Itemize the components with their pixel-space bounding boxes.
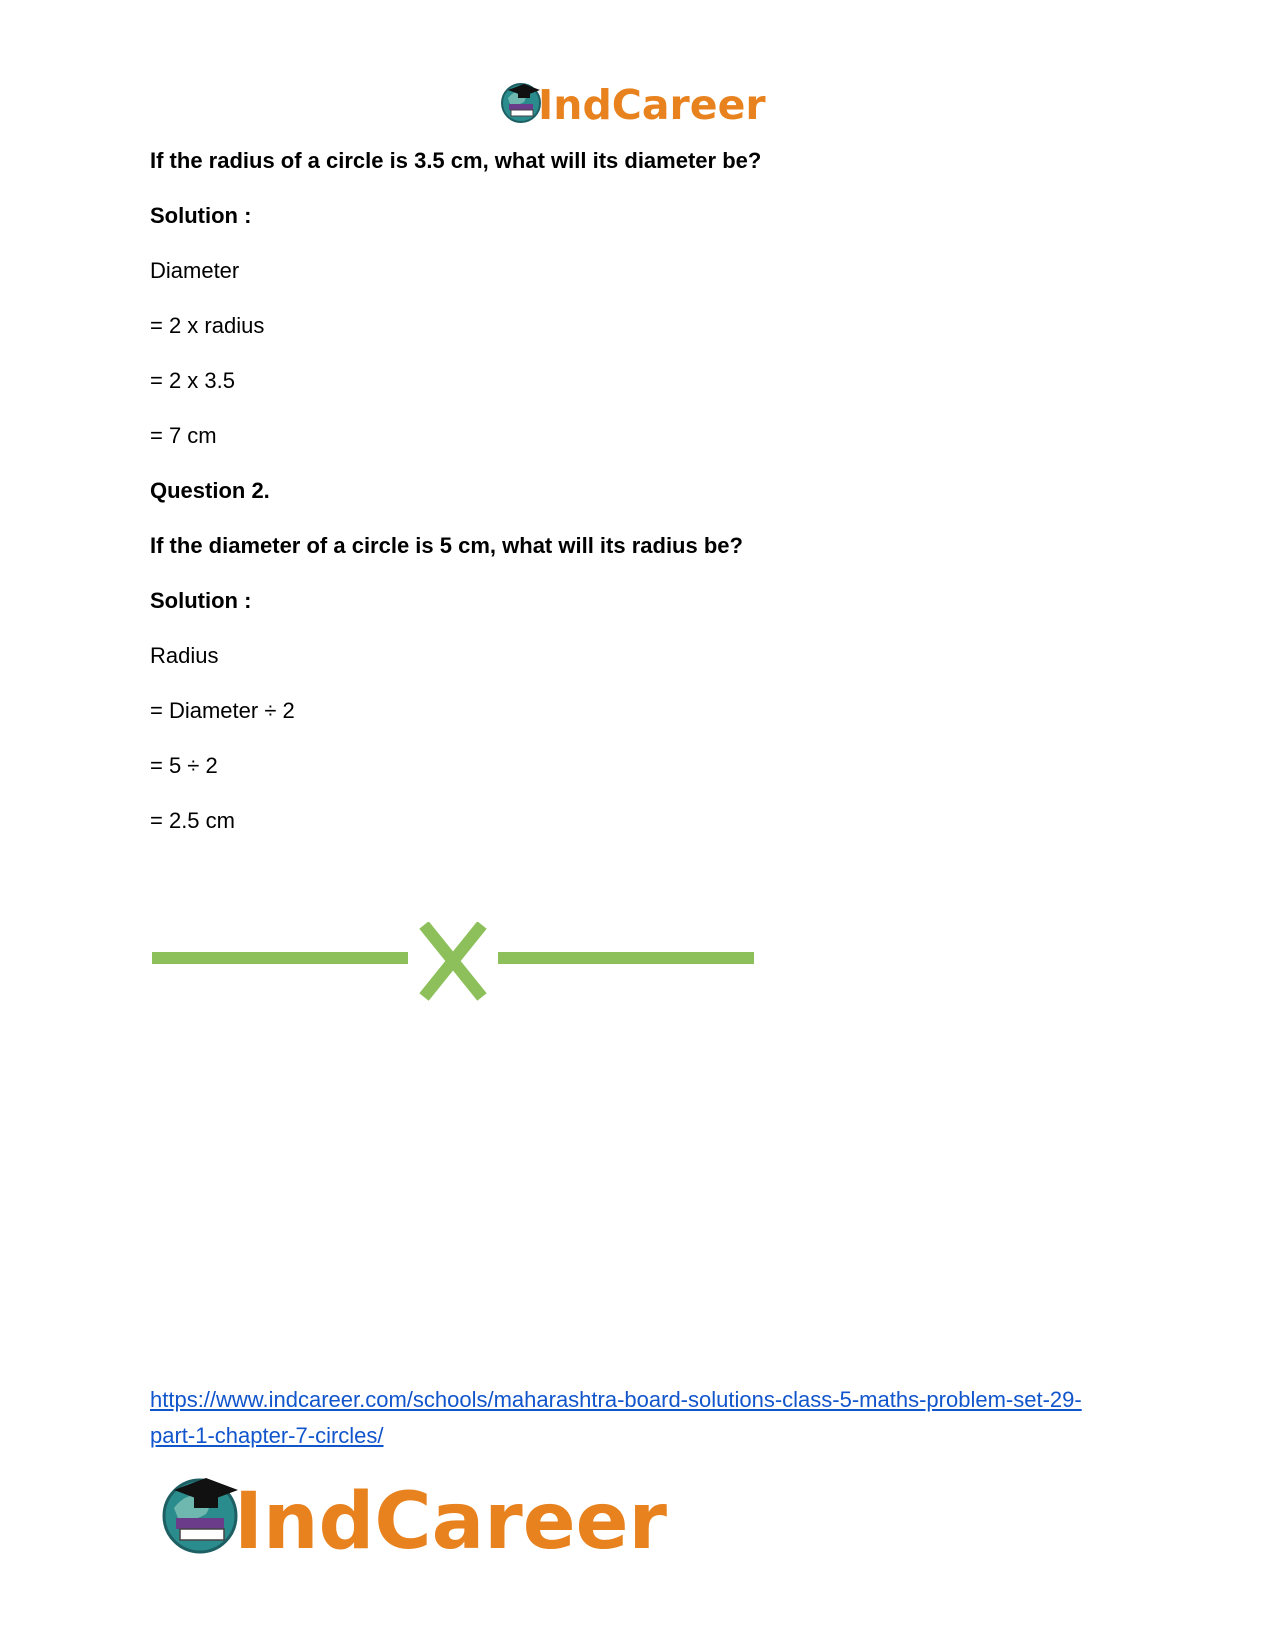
- footer-logo: [160, 1468, 700, 1560]
- solution-2-step: = Diameter ÷ 2: [150, 698, 295, 723]
- green-x-divider-icon: [150, 922, 756, 1002]
- globe-graduation-cap-books-icon: [502, 84, 540, 122]
- globe-graduation-cap-books-icon: [164, 1478, 238, 1552]
- solution-1-step: Diameter: [150, 258, 240, 283]
- question-2-text: If the diameter of a circle is 5 cm, what will its radius be?: [150, 533, 743, 558]
- solution-2-step: = 5 ÷ 2: [150, 753, 218, 778]
- solution-1-step: = 7 cm: [150, 423, 217, 448]
- article-link-line-2: part-1-chapter-7-circles/: [150, 1423, 384, 1448]
- question-1-text: If the radius of a circle is 3.5 cm, what will its diameter be?: [150, 148, 762, 173]
- solution-1-step: = 2 x radius: [150, 313, 265, 338]
- solution-2-label: Solution :: [150, 588, 252, 613]
- question-2-heading: Question 2.: [150, 478, 270, 503]
- solution-2-step: = 2.5 cm: [150, 808, 235, 833]
- header-logo-text: IndCareer: [538, 81, 766, 128]
- solution-1-step: = 2 x 3.5: [150, 368, 236, 393]
- header-logo: [500, 78, 780, 128]
- article-link[interactable]: [150, 1382, 1130, 1454]
- article-link-line-1: https://www.indcareer.com/schools/maharashtra-board-solutions-class-5-maths-problem-set-29-: [150, 1387, 1082, 1412]
- solution-2-step: Radius: [150, 643, 219, 668]
- solution-1-label: Solution :: [150, 203, 252, 228]
- footer-logo-text: IndCareer: [234, 1477, 667, 1560]
